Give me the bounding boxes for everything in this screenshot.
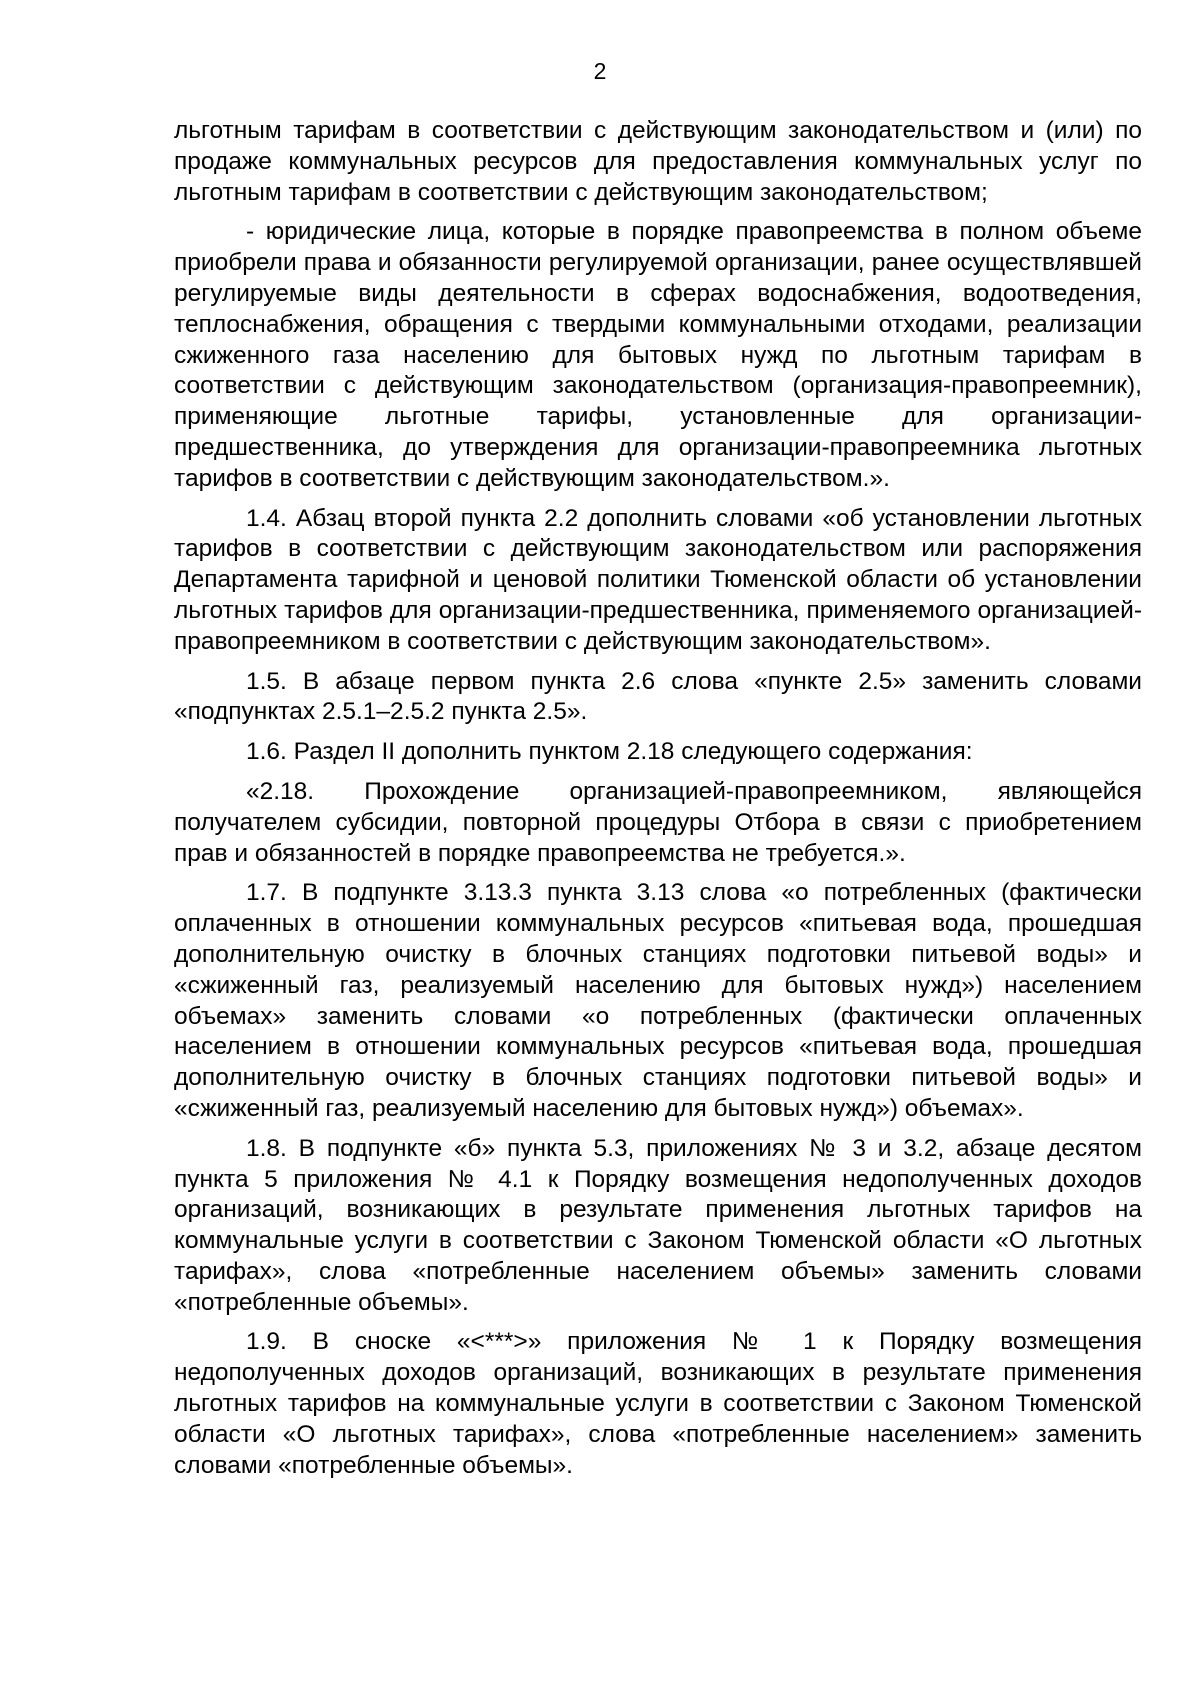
document-body bbox=[174, 116, 1142, 1490]
paragraph-1-6: 1.6. Раздел II дополнить пунктом 2.18 следующего содержания: bbox=[246, 738, 973, 766]
paragraph-1-7: 1.7. В подпункте 3.13.3 пункта 3.13 слова «о потребленных (фактически оплаченных в отношении коммунальных ресурсов «питьевая вода, прошедшая дополнительную очистку в блочных станциях подготовки питьевой воды» и «сжиженный газ, реализуемый населению для бытовых нужд») населением объемах» заменить словами «о потребленных (фактически оплаченных населением в отношении коммунальных ресурсов «питьевая вода, прошедшая дополнительную очистку в блочных станциях подготовки питьевой воды» и «сжиженный газ, реализуемый населению для бытовых нужд») объемах». bbox=[174, 879, 1142, 1122]
page-number: 2 bbox=[593, 58, 607, 84]
paragraph-1-9: 1.9. В сноске «<***>» приложения № 1 к Порядку возмещения недополученных доходов организаций, возникающих в результате применения льготных тарифов на коммунальные услуги в соответствии с Законом Тюменской области «О льготных тарифах», слова «потребленные населением» заменить словами «потребленные объемы». bbox=[174, 1328, 1142, 1479]
paragraph-1-4: 1.4. Абзац второй пункта 2.2 дополнить словами «об установлении льготных тарифов в соответствии с действующим законодательством или распоряжения Департамента тарифной и ценовой политики Тюменской области об установлении льготных тарифов для организации-предшественника, применяемого организацией-правопреемником в соответствии с действующим законодательством». bbox=[174, 504, 1142, 655]
paragraph-2-18-quote: «2.18. Прохождение организацией-правопреемником, являющейся получателем субсидии, повторной процедуры Отбора в связи с приобретением прав и обязанностей в порядке правопреемства не требуется.». bbox=[174, 777, 1142, 867]
paragraph-continuation: льготным тарифам в соответствии с действующим законодательством и (или) по продаже коммунальных ресурсов для предоставления коммунальных услуг по льготным тарифам в соответствии с действующим законодательством; bbox=[174, 117, 1142, 206]
paragraph-1-8: 1.8. В подпункте «б» пункта 5.3, приложениях № 3 и 3.2, абзаце десятом пункта 5 приложения № 4.1 к Порядку возмещения недополученных доходов организаций, возникающих в результате применения льготных тарифов на коммунальные услуги в соответствии с Законом Тюменской области «О льготных тарифах», слова «потребленные населением объемы» заменить словами «потребленные объемы». bbox=[174, 1134, 1142, 1316]
paragraph-1-5: 1.5. В абзаце первом пункта 2.6 слова «пункте 2.5» заменить словами «подпунктах 2.5.1–2.5.2 пункта 2.5». bbox=[174, 667, 1142, 726]
paragraph-legal-successor: - юридические лица, которые в порядке правопреемства в полном объеме приобрели права и обязанности регулируемой организации, ранее осуществлявшей регулируемые виды деятельности в сферах водоснабжения, водоотведения, теплоснабжения, обращения с твердыми коммунальными отходами, реализации сжиженного газа населению для бытовых нужд по льготным тарифам в соответствии с действующим законодательством (организация-правопреемник), применяющие льготные тарифы, установленные для организации-предшественника, до утверждения для организации-правопреемника льготных тарифов в соответствии с действующим законодательством.». bbox=[174, 218, 1142, 492]
